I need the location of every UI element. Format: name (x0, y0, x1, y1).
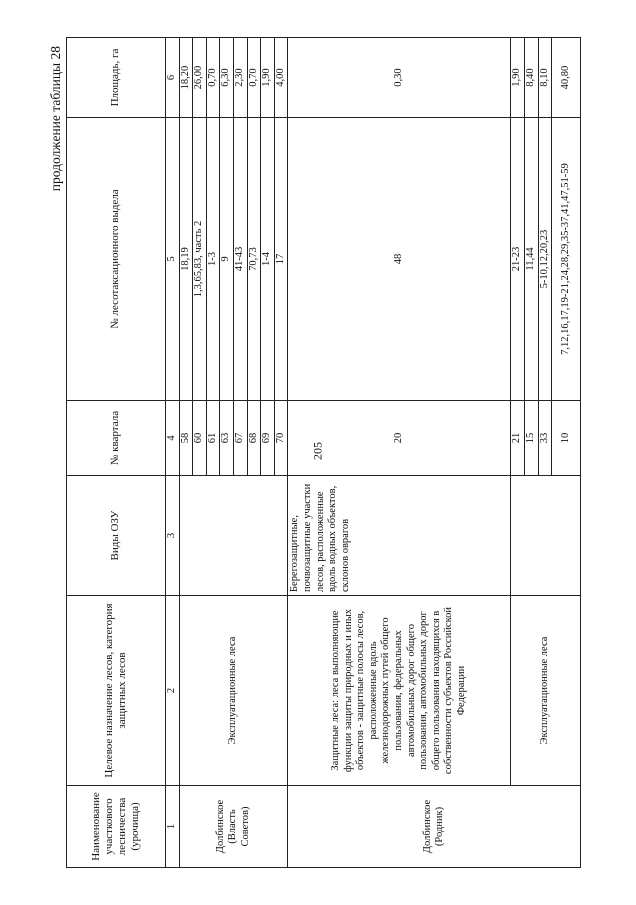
vydel-cell: 11,44 (524, 118, 538, 401)
column-number-row (166, 38, 180, 868)
forestry-name: Долбинское (Власть Советов) (179, 786, 288, 868)
area-cell: 1,90 (511, 38, 525, 118)
kvartal-cell: 21 (511, 401, 525, 476)
area-cell: 0,30 (288, 38, 511, 118)
col-number: 2 (166, 596, 180, 786)
kvartal-cell: 68 (247, 401, 261, 476)
ozu-cell (511, 476, 581, 596)
continuation-title: продолжение таблицы 28 (48, 46, 63, 192)
vydel-cell: 1,3,65,83, часть 2 (193, 118, 207, 401)
ozu-cell (179, 476, 288, 596)
area-cell: 8,10 (538, 38, 552, 118)
forestry-name: Долбинское (Родник) (288, 786, 581, 868)
col-number: 3 (166, 476, 180, 596)
kvartal-cell: 63 (220, 401, 234, 476)
vydel-cell: 5-10,12,20,23 (538, 118, 552, 401)
kvartal-cell: 20 (288, 401, 511, 476)
kvartal-cell: 60 (193, 401, 207, 476)
vydel-cell: 18,19 (179, 118, 193, 401)
vydel-cell: 48 (288, 118, 511, 401)
area-cell: 0,70 (206, 38, 220, 118)
kvartal-cell: 10 (552, 401, 581, 476)
page-number: 205 (310, 442, 325, 460)
area-cell: 6,30 (220, 38, 234, 118)
area-cell: 1,90 (261, 38, 275, 118)
header-purpose: Целевое назначение лесов, категория защитных лесов (67, 596, 166, 786)
forest-table (66, 37, 581, 868)
kvartal-cell: 58 (179, 401, 193, 476)
col-number: 1 (166, 786, 180, 868)
kvartal-cell: 61 (206, 401, 220, 476)
rotated-document (48, 38, 588, 868)
header-vydel: № лесотаксационного выдела (67, 118, 166, 401)
area-cell: 8,40 (524, 38, 538, 118)
area-cell: 18,20 (179, 38, 193, 118)
vydel-cell: 70,73 (247, 118, 261, 401)
area-cell: 40,80 (552, 38, 581, 118)
purpose-cell: Эксплуатационные леса (511, 596, 581, 786)
header-kvartal: № квартала (67, 401, 166, 476)
vydel-cell: 9 (220, 118, 234, 401)
header-forestry: Наименование участкового лесничества (урочища) (67, 786, 166, 868)
vydel-cell: 1-3 (206, 118, 220, 401)
table-row (288, 38, 511, 868)
ozu-cell: Берегозащитные, почвозащитные участки лесов, расположенные вдоль водных объектов, склонов оврагов (288, 476, 511, 596)
vydel-cell: 41-43 (233, 118, 247, 401)
col-number: 4 (166, 401, 180, 476)
kvartal-cell: 15 (524, 401, 538, 476)
kvartal-cell: 69 (261, 401, 275, 476)
vydel-cell: 21-23 (511, 118, 525, 401)
col-number: 6 (166, 38, 180, 118)
area-cell: 2,30 (233, 38, 247, 118)
header-ozu: Виды ОЗУ (67, 476, 166, 596)
vydel-cell: 7,12,16,17,19-21,24,28,29,35-37,41,47,51-59 (552, 118, 581, 401)
kvartal-cell: 33 (538, 401, 552, 476)
kvartal-cell: 70 (274, 401, 288, 476)
kvartal-cell: 67 (233, 401, 247, 476)
vydel-cell: 1-4 (261, 118, 275, 401)
col-number: 5 (166, 118, 180, 401)
purpose-cell: Защитные леса: леса выполняющие функции защиты природных и иных объектов - защитные полосы лесов, расположенные вдоль железнодорожных путей общего пользования, федеральных автомобильных дорог общего пользования, автомобильных дорог общего пользования находящихся в собственности субъектов Российской Федерации (288, 596, 511, 786)
header-area: Площадь, га (67, 38, 166, 118)
table-row (179, 38, 193, 868)
vydel-cell: 17 (274, 118, 288, 401)
area-cell: 4,00 (274, 38, 288, 118)
header-row (67, 38, 166, 868)
area-cell: 0,70 (247, 38, 261, 118)
area-cell: 26,00 (193, 38, 207, 118)
table-row (511, 38, 525, 868)
purpose-cell: Эксплуатационные леса (179, 596, 288, 786)
